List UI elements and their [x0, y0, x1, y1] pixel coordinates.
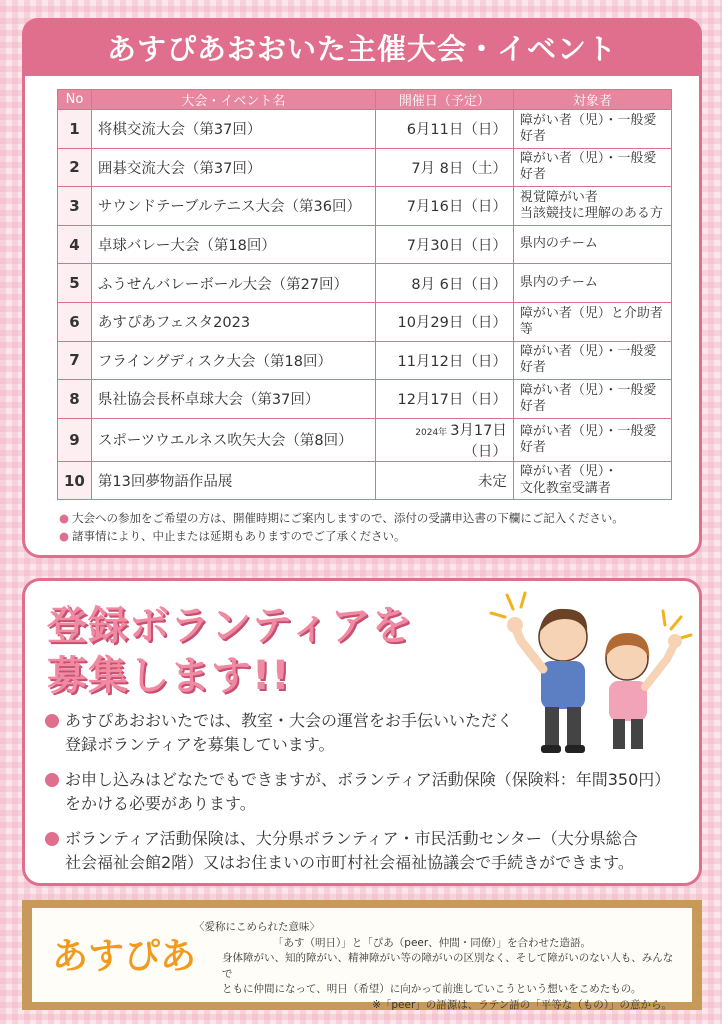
- volunteer-headline: [47, 601, 413, 701]
- card-line: 身体障がい、知的障がい、精神障がい等の障がいの区別なく、そして障がいのない人も、みんなで: [222, 952, 674, 980]
- row-no: 1: [58, 110, 92, 149]
- row-date-value: 7月16日（日）: [406, 199, 507, 216]
- row-target-line1: 県内のチーム: [519, 236, 598, 252]
- row-date: [375, 264, 513, 303]
- bullet-icon: [45, 714, 59, 728]
- row-date: [375, 418, 513, 461]
- events-title: あすぴあおおいた主催大会・イベント: [106, 31, 617, 66]
- logo: あすぴあ: [52, 936, 197, 977]
- row-target-line1: 視覚障がい者: [519, 189, 598, 205]
- bullet-icon: ●: [59, 511, 70, 525]
- volunteer-headline-line1: 登録ボランティアを: [47, 603, 413, 649]
- row-target-line1: 障がい者（児）・一般愛好者: [519, 112, 657, 144]
- row-no: 8: [58, 380, 92, 419]
- list-item-line1: あすぴあおおいたでは、教室・大会の運営をお手伝いいただく: [65, 711, 514, 730]
- row-date: [375, 110, 513, 149]
- row-date: [375, 187, 513, 226]
- row-no: 3: [58, 187, 92, 226]
- note-text: 諸事情により、中止または延期もありますのでご了承ください。: [72, 529, 406, 543]
- bullet-icon: [45, 832, 59, 846]
- table-row: [58, 418, 672, 461]
- row-year: 2024年: [415, 427, 448, 438]
- row-target: [513, 264, 671, 303]
- row-target: [513, 148, 671, 187]
- row-target: [513, 302, 671, 341]
- table-row: [58, 461, 672, 500]
- header-target: 対象者: [513, 90, 671, 110]
- row-target-line2: 文化教室受講者: [519, 480, 611, 496]
- row-date-value: 3月17日（日）: [450, 422, 507, 460]
- card-text: [182, 920, 682, 1013]
- row-no: 9: [58, 418, 92, 461]
- row-name: スポーツウエルネス吹矢大会（第8回）: [91, 418, 375, 461]
- card-line: 「あす（明日）」と「ぴあ（peer、仲間・同僚）」を合わせた造語。: [273, 936, 591, 949]
- row-date-value: 12月17日（日）: [397, 392, 507, 409]
- list-item-line1: お申し込みはどなたでもできますが、ボランティア活動保険（保険料：年間350円）: [65, 770, 671, 789]
- name-meaning-card: [22, 900, 702, 1010]
- row-name: 囲碁交流大会（第37回）: [91, 148, 375, 187]
- header-name: 大会・イベント名: [91, 90, 375, 110]
- table-row: [58, 187, 672, 226]
- volunteer-list: [45, 709, 685, 886]
- row-target: [513, 461, 671, 500]
- row-name: フライングディスク大会（第18回）: [91, 341, 375, 380]
- card-note: ※「peer」の語源は、ラテン語の「平等な（もの）」の意から。: [372, 998, 672, 1011]
- list-item-line2: をかける必要があります。: [65, 794, 256, 813]
- list-item-line2: 登録ボランティアを募集しています。: [65, 735, 335, 754]
- note-line: [59, 527, 624, 545]
- row-target: [513, 225, 671, 264]
- row-no: 2: [58, 148, 92, 187]
- row-no: 5: [58, 264, 92, 303]
- row-date-value: 7月 8日（土）: [411, 160, 507, 177]
- row-no: 7: [58, 341, 92, 380]
- row-date: [375, 302, 513, 341]
- row-target: [513, 187, 671, 226]
- row-target: [513, 418, 671, 461]
- row-date-value: 6月11日（日）: [406, 122, 507, 139]
- table-row: [58, 225, 672, 264]
- note-text: 大会への参加をご希望の方は、開催時期にご案内しますので、添付の受講申込書の下欄にご記入ください。: [72, 511, 624, 525]
- row-date-value: 7月30日（日）: [406, 238, 507, 255]
- list-item: [45, 827, 685, 875]
- card-line: ともに仲間になって、明日（希望）に向かって前進していこうという想いをこめたもの。: [222, 983, 642, 995]
- row-target: [513, 110, 671, 149]
- row-name: 県社協会長杯卓球大会（第37回）: [91, 380, 375, 419]
- row-name: あすぴあフェスタ2023: [91, 302, 375, 341]
- row-date: [375, 380, 513, 419]
- card-heading: 〈愛称にこめられた意味〉: [194, 921, 320, 933]
- row-target: [513, 380, 671, 419]
- events-table: [57, 89, 672, 500]
- bullet-icon: ●: [59, 529, 70, 543]
- header-no: No: [58, 90, 92, 110]
- table-row: [58, 341, 672, 380]
- events-title-bar: [22, 18, 702, 76]
- events-panel: [22, 18, 702, 558]
- row-name: ふうせんバレーボール大会（第27回）: [91, 264, 375, 303]
- row-target-line2: 当該競技に理解のある方: [519, 205, 663, 221]
- row-date-value: 11月12日（日）: [397, 353, 507, 370]
- row-name: 第13回夢物語作品展: [91, 461, 375, 500]
- row-name: サウンドテーブルテニス大会（第36回）: [91, 187, 375, 226]
- row-target: [513, 341, 671, 380]
- table-row: [58, 110, 672, 149]
- list-item: [45, 709, 685, 757]
- row-date: [375, 341, 513, 380]
- table-row: [58, 148, 672, 187]
- row-no: 10: [58, 461, 92, 500]
- row-date: [375, 148, 513, 187]
- note-line: [59, 509, 624, 527]
- row-no: 4: [58, 225, 92, 264]
- table-row: [58, 380, 672, 419]
- card-inner: [32, 908, 692, 1011]
- row-target-line1: 障がい者（児）・: [519, 464, 618, 480]
- list-item: [45, 768, 685, 816]
- row-target-line1: 障がい者（児）・一般愛好者: [519, 344, 657, 376]
- volunteer-headline-line2: 募集します!!: [47, 653, 291, 699]
- row-target-line1: 障がい者（児）・一般愛好者: [519, 423, 657, 455]
- row-target-line1: 県内のチーム: [519, 275, 598, 291]
- list-item-line1: ボランティア活動保険は、大分県ボランティア・市民活動センター（大分県総合: [65, 829, 638, 848]
- notes: [59, 509, 624, 545]
- table-header-row: [58, 90, 672, 110]
- table-row: [58, 302, 672, 341]
- row-date: [375, 225, 513, 264]
- row-target-line1: 障がい者（児）・一般愛好者: [519, 151, 657, 183]
- row-date: [375, 461, 513, 500]
- header-date: 開催日（予定）: [375, 90, 513, 110]
- row-target-line1: 障がい者（児）・一般愛好者: [519, 382, 657, 414]
- volunteer-panel: [22, 578, 702, 886]
- bullet-icon: [45, 773, 59, 787]
- row-date-value: 10月29日（日）: [397, 315, 507, 332]
- list-item-line2: 社会福祉会館2階）又はお住まいの市町村社会福祉協議会で手続きができます。: [65, 853, 634, 872]
- row-target-line1: 障がい者（児）と介助者等: [519, 305, 663, 337]
- row-no: 6: [58, 302, 92, 341]
- table-row: [58, 264, 672, 303]
- row-name: 卓球バレー大会（第18回）: [91, 225, 375, 264]
- row-name: 将棋交流大会（第37回）: [91, 110, 375, 149]
- row-date-value: 未定: [477, 474, 507, 491]
- row-date-value: 8月 6日（日）: [411, 276, 507, 293]
